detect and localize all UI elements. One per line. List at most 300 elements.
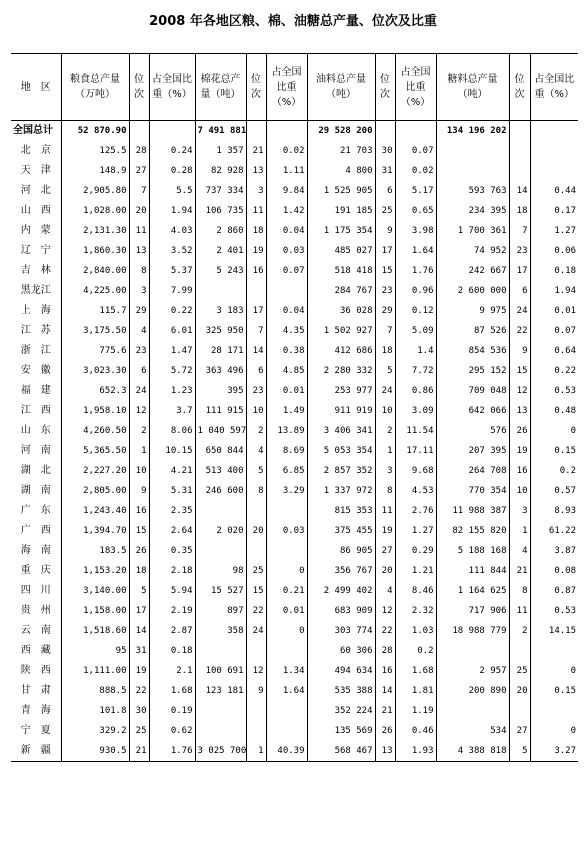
region-cell: 福 建 — [20, 385, 51, 396]
sugar-rank-cell — [509, 161, 530, 181]
oil-share-cell: 1.4 — [395, 341, 436, 361]
cotton-share-cell: 4.35 — [266, 321, 307, 341]
cotton-rank-cell: 22 — [246, 601, 266, 621]
cotton-cell: 2 020 — [195, 521, 246, 541]
table-row — [11, 701, 578, 721]
oil-cell: 568 467 — [307, 741, 375, 762]
cotton-share-cell: 3.29 — [266, 481, 307, 501]
grain-cell: 4,225.00 — [61, 281, 129, 301]
sugar-cell: 1 700 361 — [436, 221, 509, 241]
sugar-share-cell — [530, 161, 578, 181]
table-row — [11, 241, 578, 261]
cotton-rank-cell: 12 — [246, 661, 266, 681]
cotton-cell — [195, 281, 246, 301]
oil-share-cell: 1.03 — [395, 621, 436, 641]
statistics-table — [11, 53, 578, 762]
grain-share-cell: 1.76 — [149, 741, 195, 762]
sugar-cell: 82 155 820 — [436, 521, 509, 541]
sugar-cell: 11 988 387 — [436, 501, 509, 521]
grain-share-cell: 0.18 — [149, 641, 195, 661]
region-cell: 安 徽 — [20, 365, 51, 376]
cotton-share-cell: 9.84 — [266, 181, 307, 201]
region-cell: 辽 宁 — [20, 245, 51, 256]
oil-share-cell: 2.76 — [395, 501, 436, 521]
grain-rank-cell: 13 — [129, 241, 149, 261]
oil-share-cell: 11.54 — [395, 421, 436, 441]
sugar-rank-cell: 2 — [509, 621, 530, 641]
cotton-share-cell: 8.69 — [266, 441, 307, 461]
header-grain: 粮食总产量（万吨） — [61, 54, 129, 121]
oil-rank-cell: 25 — [375, 201, 395, 221]
header-grain-share: 占全国比重（%） — [149, 54, 195, 121]
cotton-share-cell: 0.07 — [266, 261, 307, 281]
region-cell: 广 西 — [20, 525, 51, 536]
grain-share-cell: 10.15 — [149, 441, 195, 461]
cotton-cell: 513 400 — [195, 461, 246, 481]
oil-cell: 494 634 — [307, 661, 375, 681]
grain-rank-cell: 4 — [129, 321, 149, 341]
oil-cell: 1 525 905 — [307, 181, 375, 201]
cotton-rank-cell: 18 — [246, 221, 266, 241]
sugar-share-cell: 0.48 — [530, 401, 578, 421]
oil-cell: 412 686 — [307, 341, 375, 361]
region-cell: 新 疆 — [11, 741, 61, 762]
cotton-share-cell — [266, 701, 307, 721]
oil-rank-cell: 7 — [375, 321, 395, 341]
grain-cell: 2,227.20 — [61, 461, 129, 481]
grain-share-cell: 7.99 — [149, 281, 195, 301]
sugar-cell — [436, 701, 509, 721]
grain-cell: 115.7 — [61, 301, 129, 321]
grain-share-cell: 3.52 — [149, 241, 195, 261]
region-cell: 河 北 — [20, 185, 51, 196]
grain-rank-cell: 2 — [129, 421, 149, 441]
cotton-cell: 2 860 — [195, 221, 246, 241]
cotton-share-cell: 0.03 — [266, 241, 307, 261]
cotton-cell: 246 600 — [195, 481, 246, 501]
oil-rank-cell: 22 — [375, 621, 395, 641]
table-row — [11, 441, 578, 461]
cotton-share-cell — [266, 541, 307, 561]
cotton-rank-cell: 2 — [246, 421, 266, 441]
sugar-rank-cell: 21 — [509, 561, 530, 581]
header-sugar-share: 占全国比重（%） — [530, 54, 578, 121]
sugar-cell: 709 048 — [436, 381, 509, 401]
cotton-rank-cell: 14 — [246, 341, 266, 361]
table-row — [11, 201, 578, 221]
sugar-cell: 2 957 — [436, 661, 509, 681]
header-row — [11, 54, 578, 121]
cotton-rank-cell — [246, 501, 266, 521]
grain-cell: 3,023.30 — [61, 361, 129, 381]
cotton-share-cell: 13.89 — [266, 421, 307, 441]
grain-rank-cell: 29 — [129, 301, 149, 321]
grain-share-cell: 2.19 — [149, 601, 195, 621]
grain-cell: 1,518.60 — [61, 621, 129, 641]
region-cell: 湖 北 — [20, 465, 51, 476]
grain-cell: 3,140.00 — [61, 581, 129, 601]
cotton-share-cell — [266, 501, 307, 521]
region-cell: 宁 夏 — [20, 725, 51, 736]
grain-cell: 125.5 — [61, 141, 129, 161]
grain-rank-cell — [129, 121, 149, 142]
cotton-share-cell — [266, 721, 307, 741]
oil-share-cell: 3.09 — [395, 401, 436, 421]
grain-rank-cell: 28 — [129, 141, 149, 161]
grain-share-cell: 2.35 — [149, 501, 195, 521]
sugar-share-cell: 1.94 — [530, 281, 578, 301]
grain-share-cell: 5.72 — [149, 361, 195, 381]
header-cotton-rank: 位次 — [246, 54, 266, 121]
oil-cell: 29 528 200 — [307, 121, 375, 142]
grain-share-cell: 0.62 — [149, 721, 195, 741]
oil-rank-cell: 12 — [375, 601, 395, 621]
header-oil-share: 占全国比重（%） — [395, 54, 436, 121]
sugar-share-cell: 0.01 — [530, 301, 578, 321]
grain-share-cell: 2.64 — [149, 521, 195, 541]
cotton-rank-cell: 10 — [246, 401, 266, 421]
cotton-rank-cell: 7 — [246, 321, 266, 341]
sugar-cell: 576 — [436, 421, 509, 441]
cotton-rank-cell: 21 — [246, 141, 266, 161]
table-row — [11, 601, 578, 621]
cotton-rank-cell: 16 — [246, 261, 266, 281]
region-cell: 海 南 — [20, 545, 51, 556]
sugar-share-cell: 0.17 — [530, 201, 578, 221]
sugar-rank-cell — [509, 121, 530, 142]
oil-cell: 2 280 332 — [307, 361, 375, 381]
oil-share-cell: 0.07 — [395, 141, 436, 161]
table-row — [11, 301, 578, 321]
oil-rank-cell: 30 — [375, 141, 395, 161]
cotton-rank-cell — [246, 121, 266, 142]
oil-cell: 1 502 927 — [307, 321, 375, 341]
sugar-rank-cell: 8 — [509, 581, 530, 601]
grain-cell: 930.5 — [61, 741, 129, 762]
sugar-cell: 854 536 — [436, 341, 509, 361]
region-cell: 上 海 — [20, 305, 51, 316]
table-row — [11, 481, 578, 501]
region-cell: 四 川 — [20, 585, 51, 596]
grain-cell: 3,175.50 — [61, 321, 129, 341]
sugar-rank-cell: 3 — [509, 501, 530, 521]
table-row — [11, 741, 578, 762]
grain-cell: 1,153.20 — [61, 561, 129, 581]
cotton-share-cell: 1.34 — [266, 661, 307, 681]
sugar-share-cell: 0.07 — [530, 321, 578, 341]
region-cell: 吉 林 — [20, 265, 51, 276]
oil-share-cell: 17.11 — [395, 441, 436, 461]
cotton-cell: 395 — [195, 381, 246, 401]
oil-share-cell: 0.02 — [395, 161, 436, 181]
oil-rank-cell: 17 — [375, 241, 395, 261]
sugar-cell — [436, 161, 509, 181]
table-row — [11, 641, 578, 661]
region-cell: 重 庆 — [20, 565, 51, 576]
sugar-share-cell — [530, 121, 578, 142]
oil-share-cell: 5.17 — [395, 181, 436, 201]
sugar-rank-cell: 13 — [509, 401, 530, 421]
oil-cell: 3 406 341 — [307, 421, 375, 441]
sugar-rank-cell: 11 — [509, 601, 530, 621]
cotton-rank-cell: 25 — [246, 561, 266, 581]
cotton-cell: 82 928 — [195, 161, 246, 181]
cotton-share-cell: 1.49 — [266, 401, 307, 421]
table-body — [11, 121, 578, 762]
grain-cell: 101.8 — [61, 701, 129, 721]
grain-share-cell: 4.21 — [149, 461, 195, 481]
cotton-rank-cell — [246, 721, 266, 741]
sugar-cell — [436, 641, 509, 661]
grain-rank-cell: 19 — [129, 661, 149, 681]
grain-share-cell: 0.35 — [149, 541, 195, 561]
oil-cell: 191 185 — [307, 201, 375, 221]
cotton-share-cell: 0.38 — [266, 341, 307, 361]
cotton-cell: 650 844 — [195, 441, 246, 461]
region-cell: 西 藏 — [20, 645, 51, 656]
grain-cell: 183.5 — [61, 541, 129, 561]
oil-cell: 1 175 354 — [307, 221, 375, 241]
grain-cell: 4,260.50 — [61, 421, 129, 441]
sugar-share-cell: 3.87 — [530, 541, 578, 561]
sugar-share-cell: 61.22 — [530, 521, 578, 541]
grain-cell: 652.3 — [61, 381, 129, 401]
grain-rank-cell: 26 — [129, 541, 149, 561]
oil-cell: 352 224 — [307, 701, 375, 721]
grain-cell: 1,028.00 — [61, 201, 129, 221]
cotton-cell: 737 334 — [195, 181, 246, 201]
grain-share-cell: 0.22 — [149, 301, 195, 321]
cotton-share-cell: 0.02 — [266, 141, 307, 161]
region-cell: 北 京 — [20, 145, 51, 156]
oil-share-cell: 2.32 — [395, 601, 436, 621]
grain-share-cell: 0.28 — [149, 161, 195, 181]
oil-cell: 683 909 — [307, 601, 375, 621]
grain-share-cell: 8.06 — [149, 421, 195, 441]
table-row — [11, 681, 578, 701]
grain-cell: 1,394.70 — [61, 521, 129, 541]
header-region: 地 区 — [11, 54, 61, 121]
grain-cell: 329.2 — [61, 721, 129, 741]
oil-share-cell: 1.64 — [395, 241, 436, 261]
region-cell: 浙 江 — [20, 345, 51, 356]
sugar-share-cell: 0.53 — [530, 601, 578, 621]
header-cotton: 棉花总产量（吨） — [195, 54, 246, 121]
grain-rank-cell: 7 — [129, 181, 149, 201]
grain-share-cell: 2.87 — [149, 621, 195, 641]
grain-share-cell: 6.01 — [149, 321, 195, 341]
oil-share-cell: 0.29 — [395, 541, 436, 561]
cotton-rank-cell: 24 — [246, 621, 266, 641]
sugar-cell — [436, 141, 509, 161]
grain-rank-cell: 22 — [129, 681, 149, 701]
cotton-rank-cell: 15 — [246, 581, 266, 601]
oil-share-cell: 0.96 — [395, 281, 436, 301]
sugar-rank-cell: 6 — [509, 281, 530, 301]
oil-rank-cell: 5 — [375, 361, 395, 381]
table-row — [11, 341, 578, 361]
oil-rank-cell: 27 — [375, 541, 395, 561]
table-row — [11, 541, 578, 561]
oil-share-cell: 1.93 — [395, 741, 436, 762]
table-row — [11, 401, 578, 421]
sugar-rank-cell: 9 — [509, 341, 530, 361]
sugar-share-cell — [530, 701, 578, 721]
grain-share-cell: 1.68 — [149, 681, 195, 701]
sugar-rank-cell: 5 — [509, 741, 530, 762]
table-row — [11, 321, 578, 341]
table-row — [11, 561, 578, 581]
oil-rank-cell: 24 — [375, 381, 395, 401]
oil-share-cell: 9.68 — [395, 461, 436, 481]
grain-cell: 5,365.50 — [61, 441, 129, 461]
cotton-rank-cell: 4 — [246, 441, 266, 461]
oil-share-cell: 0.12 — [395, 301, 436, 321]
sugar-cell: 9 975 — [436, 301, 509, 321]
cotton-cell: 3 183 — [195, 301, 246, 321]
region-cell: 陕 西 — [20, 665, 51, 676]
oil-share-cell: 5.09 — [395, 321, 436, 341]
oil-cell: 911 919 — [307, 401, 375, 421]
oil-cell: 375 455 — [307, 521, 375, 541]
oil-cell: 253 977 — [307, 381, 375, 401]
grain-share-cell: 2.1 — [149, 661, 195, 681]
region-cell: 黑龙江 — [20, 285, 51, 296]
oil-rank-cell — [375, 121, 395, 142]
cotton-cell: 106 735 — [195, 201, 246, 221]
grain-cell: 1,111.00 — [61, 661, 129, 681]
sugar-cell: 74 952 — [436, 241, 509, 261]
oil-rank-cell: 15 — [375, 261, 395, 281]
region-cell: 江 西 — [20, 405, 51, 416]
oil-share-cell: 0.46 — [395, 721, 436, 741]
grain-cell: 1,243.40 — [61, 501, 129, 521]
grain-rank-cell: 12 — [129, 401, 149, 421]
cotton-cell: 7 491 881 — [195, 121, 246, 142]
cotton-cell: 325 950 — [195, 321, 246, 341]
grain-cell: 775.6 — [61, 341, 129, 361]
cotton-rank-cell: 23 — [246, 381, 266, 401]
table-row — [11, 661, 578, 681]
cotton-rank-cell: 13 — [246, 161, 266, 181]
sugar-rank-cell: 1 — [509, 521, 530, 541]
cotton-share-cell: 6.85 — [266, 461, 307, 481]
table-row — [11, 581, 578, 601]
cotton-share-cell: 1.42 — [266, 201, 307, 221]
grain-rank-cell: 30 — [129, 701, 149, 721]
sugar-share-cell: 1.27 — [530, 221, 578, 241]
sugar-rank-cell: 14 — [509, 181, 530, 201]
sugar-share-cell: 0.64 — [530, 341, 578, 361]
oil-rank-cell: 20 — [375, 561, 395, 581]
oil-cell: 2 857 352 — [307, 461, 375, 481]
table-row — [11, 181, 578, 201]
grain-rank-cell: 3 — [129, 281, 149, 301]
sugar-cell: 770 354 — [436, 481, 509, 501]
cotton-share-cell: 0.01 — [266, 381, 307, 401]
grain-share-cell: 1.23 — [149, 381, 195, 401]
cotton-cell: 897 — [195, 601, 246, 621]
oil-share-cell: 4.53 — [395, 481, 436, 501]
cotton-rank-cell: 19 — [246, 241, 266, 261]
sugar-share-cell: 0 — [530, 421, 578, 441]
oil-cell: 1 337 972 — [307, 481, 375, 501]
sugar-cell: 111 844 — [436, 561, 509, 581]
grain-cell: 148.9 — [61, 161, 129, 181]
sugar-share-cell: 0.18 — [530, 261, 578, 281]
table-row — [11, 621, 578, 641]
cotton-cell: 358 — [195, 621, 246, 641]
sugar-share-cell: 0 — [530, 661, 578, 681]
oil-cell: 518 418 — [307, 261, 375, 281]
grain-share-cell: 2.18 — [149, 561, 195, 581]
oil-share-cell: 8.46 — [395, 581, 436, 601]
table-row — [11, 141, 578, 161]
sugar-share-cell: 0.53 — [530, 381, 578, 401]
region-cell: 河 南 — [20, 445, 51, 456]
cotton-cell: 28 171 — [195, 341, 246, 361]
grain-rank-cell: 5 — [129, 581, 149, 601]
oil-rank-cell: 9 — [375, 221, 395, 241]
cotton-share-cell: 0 — [266, 621, 307, 641]
cotton-cell: 15 527 — [195, 581, 246, 601]
sugar-cell: 4 388 818 — [436, 741, 509, 762]
cotton-cell: 1 357 — [195, 141, 246, 161]
cotton-share-cell — [266, 121, 307, 142]
oil-share-cell: 1.81 — [395, 681, 436, 701]
cotton-rank-cell: 17 — [246, 301, 266, 321]
sugar-cell: 207 395 — [436, 441, 509, 461]
grain-share-cell: 1.94 — [149, 201, 195, 221]
oil-share-cell: 1.19 — [395, 701, 436, 721]
oil-cell: 135 569 — [307, 721, 375, 741]
sugar-rank-cell: 24 — [509, 301, 530, 321]
oil-rank-cell: 18 — [375, 341, 395, 361]
header-oil-rank: 位次 — [375, 54, 395, 121]
oil-cell: 356 767 — [307, 561, 375, 581]
oil-rank-cell: 31 — [375, 161, 395, 181]
oil-rank-cell: 6 — [375, 181, 395, 201]
header-cotton-share: 占全国比重（%） — [266, 54, 307, 121]
oil-rank-cell: 26 — [375, 721, 395, 741]
cotton-share-cell — [266, 641, 307, 661]
grain-cell: 2,905.80 — [61, 181, 129, 201]
sugar-share-cell — [530, 641, 578, 661]
grain-cell: 2,131.30 — [61, 221, 129, 241]
sugar-share-cell: 8.93 — [530, 501, 578, 521]
sugar-rank-cell: 25 — [509, 661, 530, 681]
cotton-share-cell: 0.04 — [266, 301, 307, 321]
cotton-rank-cell: 6 — [246, 361, 266, 381]
table-row — [11, 261, 578, 281]
sugar-cell: 717 906 — [436, 601, 509, 621]
cotton-share-cell: 0.21 — [266, 581, 307, 601]
region-cell: 广 东 — [20, 505, 51, 516]
sugar-rank-cell: 26 — [509, 421, 530, 441]
oil-cell: 60 306 — [307, 641, 375, 661]
sugar-share-cell: 0.22 — [530, 361, 578, 381]
cotton-rank-cell — [246, 641, 266, 661]
cotton-cell: 100 691 — [195, 661, 246, 681]
cotton-rank-cell: 1 — [246, 741, 266, 762]
oil-share-cell: 3.98 — [395, 221, 436, 241]
header-oil: 油料总产量（吨） — [307, 54, 375, 121]
oil-cell: 815 353 — [307, 501, 375, 521]
cotton-share-cell: 1.64 — [266, 681, 307, 701]
grain-share-cell: 3.7 — [149, 401, 195, 421]
cotton-rank-cell: 9 — [246, 681, 266, 701]
grain-cell: 2,840.00 — [61, 261, 129, 281]
